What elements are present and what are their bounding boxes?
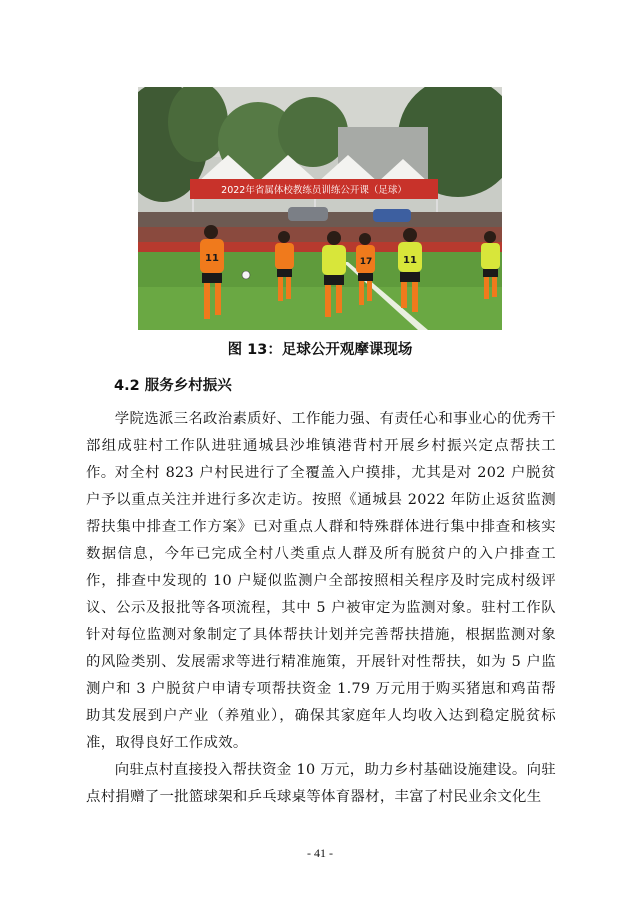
paragraph-1: 学院选派三名政治素质好、工作能力强、有责任心和事业心的优秀干部组成驻村工作队进驻通城县沙堆镇港背村开展乡村振兴定点帮扶工作。 bbox=[86, 411, 556, 481]
paragraph-3: 向驻点村直接投入帮扶资金 10 万元，助力乡村基础设施建设。向驻点村捐赠了一批篮球架和乒乓球桌等体育器材，丰富了村民业余文化生 bbox=[86, 762, 556, 805]
jersey-number-3: 11 bbox=[403, 255, 417, 266]
section-heading: 4.2 服务乡村振兴 bbox=[114, 378, 232, 394]
soccer-photo bbox=[138, 87, 502, 330]
jersey-number-1: 11 bbox=[205, 253, 219, 264]
page-number: - 41 - bbox=[307, 846, 333, 860]
soccer-photo-illustration bbox=[138, 87, 502, 330]
banner-text: 2022年省属体校教练员训练公开课（足球） bbox=[221, 185, 407, 196]
paragraph-2: 对全村 823 户村民进行了全覆盖入户摸排，尤其是对 202 户脱贫户予以重点关注并进行多次走访。按照《通城县 2022 年防止返贫监测帮扶集中排查工作方案》已对重点人群和特殊群体进行集中排查和核实数据信息，今年已完成全村八类重点人群及所有脱贫户的入户排查工作，排查中发现的 10 户疑似监测户全部按照相关程序及时完成村级评议、公示及报批等各项流程，其中 5 户被审定为监测对象。驻村工作队针对每位监测对象制定了具体帮扶计划并完善帮扶措施，根据监测对象的风险类别、发展需求等进行精准施策，开展针对性帮扶，如为 5 户监测户和 3 户脱贫户申请专项帮扶资金 1.79 万元用于购买猪崽和鸡苗帮助其发展到户产业（养殖业），确保其家庭年人均收入达到稳定脱贫标准，取得良好工作成效。 bbox=[86, 465, 556, 751]
jersey-number-2: 17 bbox=[359, 257, 373, 267]
figure-caption: 图 13：足球公开观摩课现场 bbox=[227, 342, 413, 358]
